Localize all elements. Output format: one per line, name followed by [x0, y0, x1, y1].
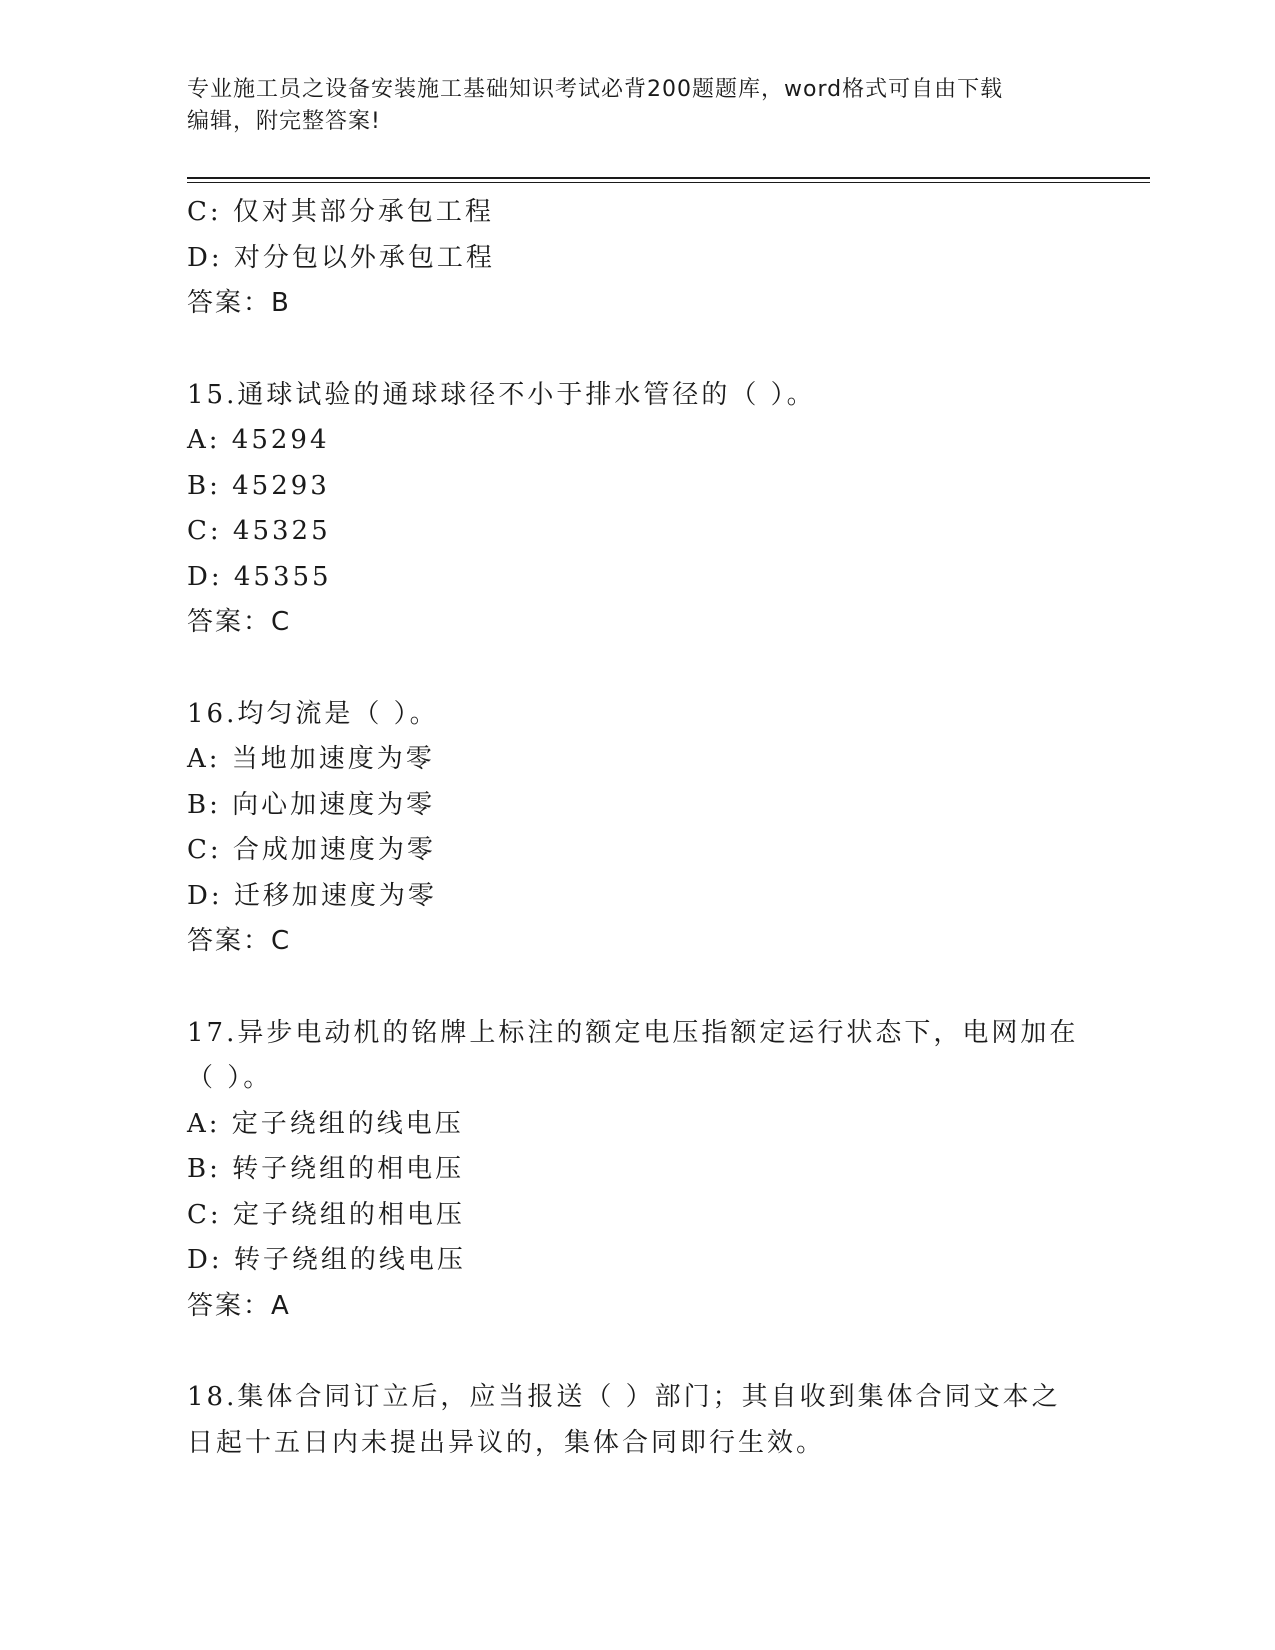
option-b: B: 转子绕组的相电压	[187, 1154, 465, 1184]
option-d: D: 迁移加速度为零	[187, 880, 437, 911]
option-d: D: 对分包以外承包工程	[187, 242, 495, 273]
question-stem: 16.均匀流是（ ）。	[187, 698, 439, 729]
question-content	[187, 190, 1087, 1466]
document-header	[187, 74, 1067, 138]
option-a: A: 45294	[187, 425, 330, 455]
option-c: C: 合成加速度为零	[187, 835, 436, 865]
question-stem-line-2: （ ）。	[187, 1063, 273, 1093]
answer-line: 答案：C	[187, 926, 292, 956]
question-block-16	[187, 692, 1087, 965]
question-block-15	[187, 373, 1087, 646]
option-c: C: 45325	[187, 516, 331, 546]
question-block-18	[187, 1375, 1087, 1466]
option-c: C: 仅对其部分承包工程	[187, 197, 494, 227]
header-line-2: 编辑，附完整答案!	[187, 109, 381, 134]
question-block-prev	[187, 190, 1087, 327]
option-a: A: 当地加速度为零	[187, 744, 435, 774]
answer-line: 答案：C	[187, 607, 292, 637]
option-a: A: 定子绕组的线电压	[187, 1108, 464, 1139]
question-stem: 15.通球试验的通球球径不小于排水管径的（ ）。	[187, 379, 816, 410]
option-d: D: 转子绕组的线电压	[187, 1245, 466, 1275]
answer-line: 答案：A	[187, 1290, 291, 1321]
question-stem-line-1: 17.异步电动机的铭牌上标注的额定电压指额定运行状态下，电网加在	[187, 1017, 1079, 1048]
question-stem-line-1: 18.集体合同订立后，应当报送（ ）部门；其自收到集体合同文本之	[187, 1382, 1061, 1412]
option-c: C: 定子绕组的相电压	[187, 1199, 465, 1230]
question-block-17	[187, 1011, 1087, 1330]
answer-line: 答案：B	[187, 288, 291, 318]
option-b: B: 向心加速度为零	[187, 789, 436, 820]
option-d: D: 45355	[187, 561, 332, 592]
option-b: B: 45293	[187, 470, 330, 501]
header-divider-thin	[187, 182, 1150, 183]
question-stem-line-2: 日起十五日内未提出异议的，集体合同即行生效。	[187, 1427, 826, 1458]
header-divider-thick	[187, 177, 1150, 179]
header-line-1: 专业施工员之设备安装施工基础知识考试必背200题题库，word格式可自由下载	[187, 77, 1004, 102]
